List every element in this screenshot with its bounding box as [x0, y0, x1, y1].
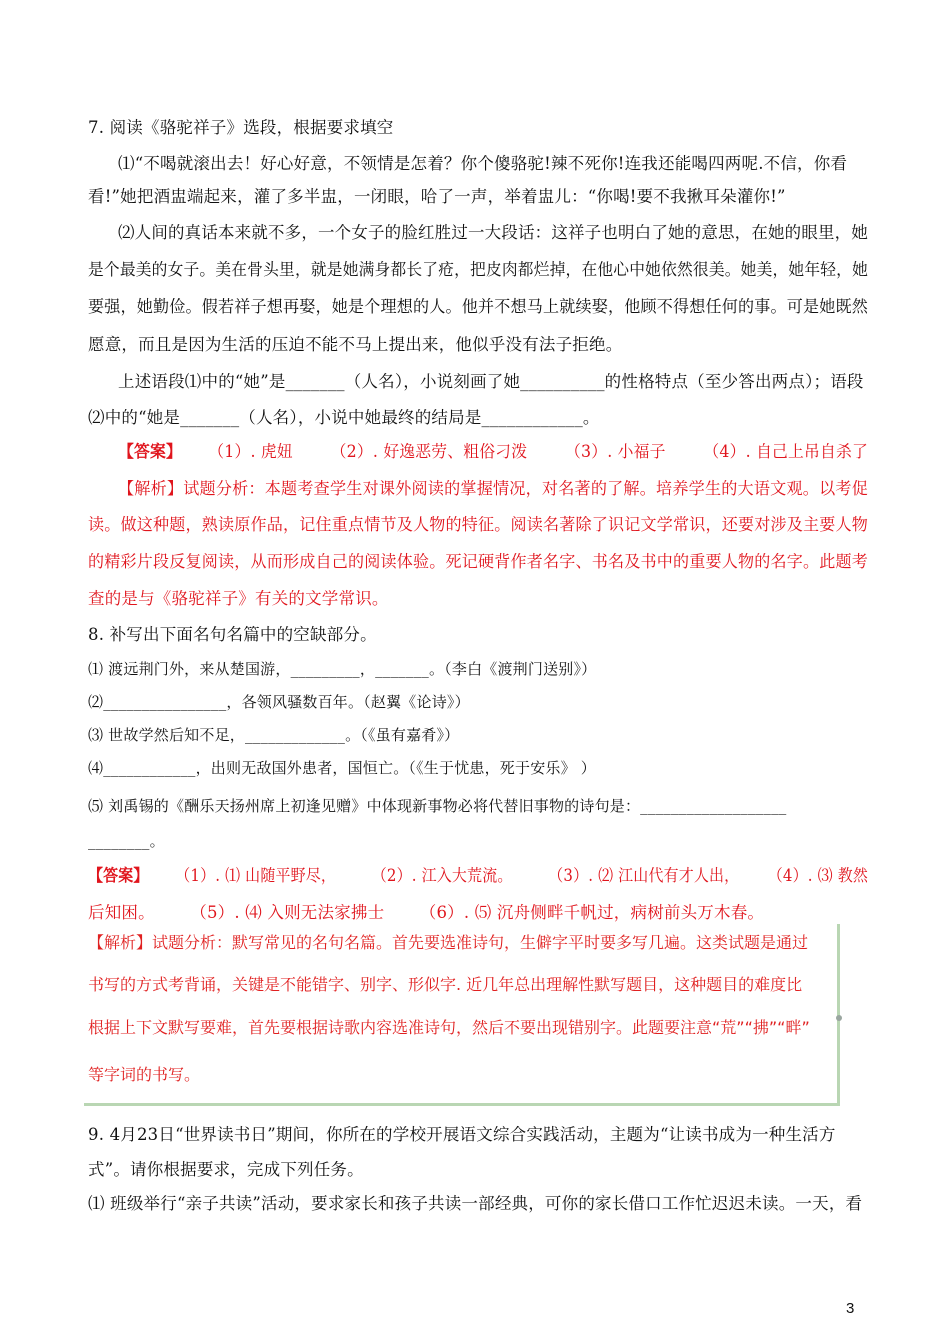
q8-answer-2: （2）. 江入大荒流。: [371, 866, 513, 885]
q7-answer-2: （2）. 好逸恶劳、粗俗刁泼: [330, 442, 528, 461]
q7-answer-row: [118, 441, 868, 463]
q7-title: 7. 阅读《骆驼祥子》选段，根据要求填空: [88, 118, 394, 137]
q8-answer-1: （1）. ⑴ 山随平野尽，: [175, 866, 337, 885]
q7-passage2-line1: ⑵人间的真话本来就不多，一个女子的脸红胜过一大段话：这祥子也明白了她的意思，在她的眼里，她: [118, 223, 868, 242]
q8-answer-4-cont: 后知困。: [88, 903, 155, 922]
q8-answer-5: （5）. ⑷ 入则无法家拂士: [190, 903, 385, 922]
q8-analysis-line2: 书写的方式考背诵，关键是不能错字、别字、形似字. 近几年总出理解性默写题目，这种题目的难度比: [88, 975, 803, 994]
q7-question-line2: ⑵中的“她是_______（人名），小说中她最终的结局是____________。: [88, 408, 600, 427]
q8-answer-row-2: [88, 902, 764, 924]
q8-item-5-continued: ________。: [88, 832, 165, 850]
q7-answer-label: 【答案】: [118, 442, 182, 461]
q8-item-4: ⑷____________，出则无敌国外患者，国恒亡。（《生于忧患，死于安乐》 ）: [88, 759, 596, 777]
q9-title-line1: 9. 4月23日“世界读书日”期间，你所在的学校开展语文综合实践活动，主题为“让读书成为一种生活方: [88, 1125, 836, 1144]
q7-passage1-line2: 看!”她把酒盅端起来，灌了多半盅，一闭眼，哈了一声，举着盅儿：“你喝!要不我揪耳朵灌你!”: [88, 187, 786, 206]
q7-answer-4: （4）. 自己上吊自杀了: [703, 442, 869, 461]
q8-answer-row-1: [88, 865, 868, 887]
page-number: 3: [846, 1300, 855, 1317]
q7-question-line1: 上述语段⑴中的“她”是_______（人名），小说刻画了她__________的性格特点（至少答出两点）；语段: [118, 372, 864, 391]
q7-answer-1: （1）. 虎妞: [208, 442, 293, 461]
q8-analysis-line1: 【解析】试题分析：默写常见的名句名篇。首先要选准诗句，生僻字平时要多写几遍。这类试题是通过: [88, 933, 809, 952]
q7-analysis-line3: 的精彩片段反复阅读，从而形成自己的阅读体验。死记硬背作者名字、书名及书中的重要人物的名字。此题考: [88, 552, 868, 571]
q7-analysis-line2: 读。做这种题，熟读原作品，记住重点情节及人物的特征。阅读名著除了识记文学常识，还要对涉及主要人物: [88, 515, 868, 534]
q8-item-5: ⑸ 刘禹锡的《酬乐天扬州席上初逢见赠》中体现新事物必将代替旧事物的诗句是：___________________: [88, 797, 787, 815]
q8-analysis-line3: 根据上下文默写要难，首先要根据诗歌内容选准诗句，然后不要出现错别字。此题要注意“荒”“拂”“畔”: [88, 1018, 810, 1037]
q8-answer-6: （6）. ⑸ 沉舟侧畔千帆过，病树前头万木春。: [419, 903, 765, 922]
q8-item-3: ⑶ 世故学然后知不足，_____________。（《虽有嘉肴》）: [88, 726, 460, 744]
q7-analysis-line1: 【解析】试题分析：本题考查学生对课外阅读的掌握情况，对名著的了解。培养学生的大语文观。以考促: [118, 479, 868, 498]
resize-handle-icon: [836, 1015, 842, 1021]
q7-answer-3: （3）. 小福子: [565, 442, 666, 461]
q8-title: 8. 补写出下面名句名篇中的空缺部分。: [88, 625, 377, 644]
q8-analysis-line4: 等字词的书写。: [88, 1065, 201, 1084]
q9-item-1: ⑴ 班级举行“亲子共读”活动，要求家长和孩子共读一部经典，可你的家长借口工作忙迟迟未读。一天，看: [88, 1194, 863, 1213]
q8-item-1: ⑴ 渡远荆门外，来从楚国游，_________，_______。（李白《渡荆门送别》）: [88, 660, 597, 678]
q7-passage2-line2: 是个最美的女子。美在骨头里，就是她满身都长了疮，把皮肉都烂掉，在他心中她依然很美。她美，她年轻，她: [88, 260, 869, 279]
q7-passage2-line4: 愿意，而且是因为生活的压迫不能不马上提出来，他似乎没有法子拒绝。: [88, 335, 623, 354]
q7-passage2-line3: 要强，她勤俭。假若祥子想再娶，她是个理想的人。他并不想马上就续娶，他顾不得想任何的事。可是她既然: [88, 297, 868, 316]
q9-title-line2: 式”。请你根据要求，完成下列任务。: [88, 1160, 364, 1179]
q7-analysis-line4: 查的是与《骆驼祥子》有关的文学常识。: [88, 589, 389, 608]
q8-answer-4: （4）. ⑶ 教然: [767, 866, 869, 885]
q8-answer-label: 【答案】: [88, 866, 149, 885]
q8-answer-3: （3）. ⑵ 江山代有才人出，: [548, 866, 740, 885]
q7-passage1-line1: ⑴“不喝就滚出去！好心好意，不领情是怎着？你个傻骆驼!辣不死你!连我还能喝四两呢.不信，你看: [118, 154, 848, 173]
q8-item-2: ⑵________________，各领风骚数百年。（赵翼《论诗》）: [88, 693, 470, 711]
q8-analysis-pasted-block: [84, 924, 840, 1106]
